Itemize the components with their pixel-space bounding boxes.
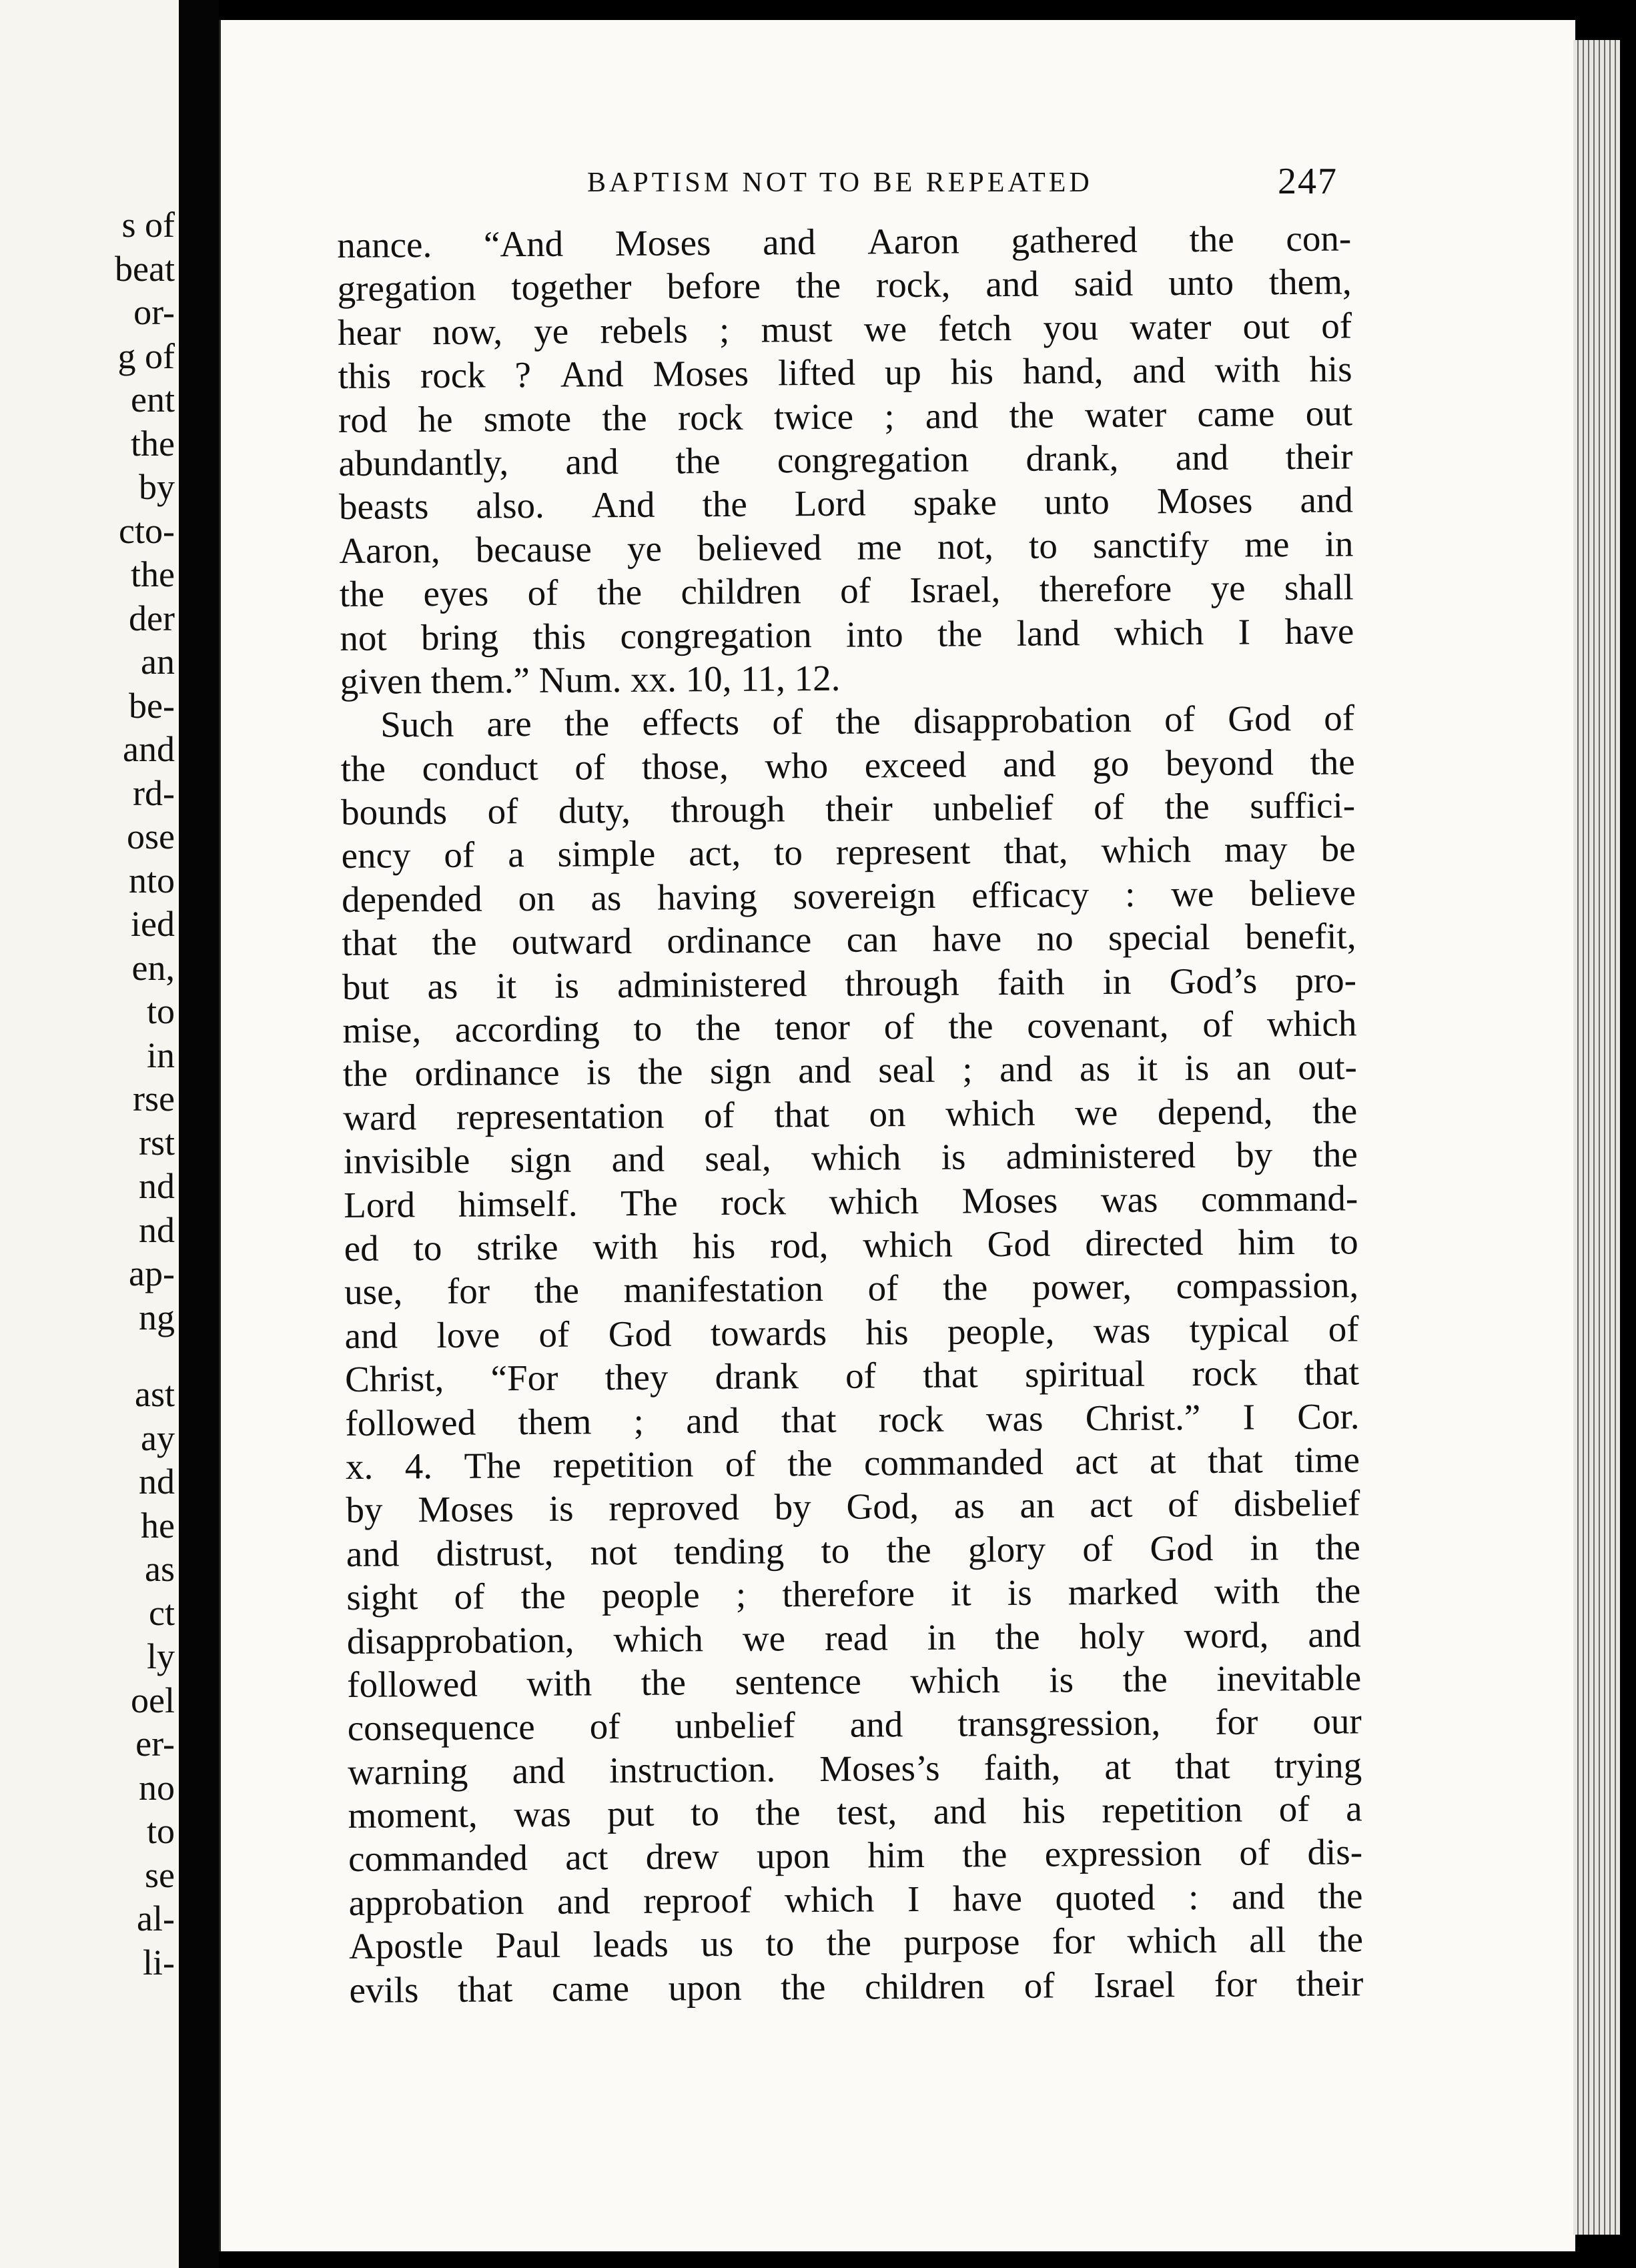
running-title: BAPTISM NOT TO BE REPEATED	[587, 167, 1093, 198]
text-line: bounds of duty, through their unbelief of the suffici-	[340, 784, 1356, 833]
left-page	[0, 0, 179, 2268]
left-page-line: nd	[139, 1462, 175, 1502]
text-line: by Moses is reproved by God, as an act of disbelief	[346, 1482, 1360, 1531]
page-header	[360, 160, 1361, 213]
text-line: gregation together before the rock, and said unto them,	[337, 261, 1352, 310]
left-page-line: he	[141, 1505, 175, 1546]
text-line: this rock ? And Moses lifted up his hand, and with his	[338, 348, 1352, 397]
text-line: ed to strike with his rod, which God directed him to	[344, 1221, 1358, 1269]
left-page-line: ay	[141, 1418, 175, 1458]
text-line: Lord himself. The rock which Moses was command-	[344, 1177, 1358, 1225]
text-line: disapprobation, which we read in the holy word, and	[346, 1613, 1361, 1662]
text-line: depended on as having sovereign efficacy : we believe	[341, 872, 1356, 920]
text-line: invisible sign and seal, which is administered by the	[343, 1133, 1358, 1182]
text-line: Christ, “For they drank of that spiritual rock that	[344, 1351, 1360, 1400]
text-line: given them.” Num. xx. 10, 11, 12.	[340, 657, 841, 702]
left-page-line: en,	[131, 947, 175, 988]
left-page-line: in	[146, 1035, 175, 1075]
text-line: evils that came upon the children of Israel for their	[349, 1962, 1364, 2011]
left-page-line: the	[131, 554, 175, 594]
left-page-line: cto-	[119, 510, 175, 551]
left-page-line: ied	[131, 904, 175, 944]
left-page-line: as	[145, 1549, 175, 1589]
text-line: followed with the sentence which is the inevitable	[347, 1657, 1362, 1705]
text-line: x. 4. The repetition of the commanded act at that time	[345, 1439, 1360, 1487]
text-line: followed them ; and that rock was Christ.” I Cor.	[345, 1395, 1360, 1444]
left-page-line: an	[141, 642, 175, 682]
left-page-line: se	[145, 1854, 175, 1895]
left-page-line: ct	[149, 1592, 175, 1633]
left-page-line: nd	[139, 1209, 175, 1250]
text-line: commanded act drew upon him the expression of dis-	[348, 1831, 1363, 1880]
left-page-line: rse	[133, 1079, 175, 1119]
text-line: moment, was put to the test, and his repetition of a	[348, 1788, 1362, 1836]
page-edges	[1573, 40, 1620, 2235]
left-page-line: ly	[146, 1636, 175, 1676]
left-page-line: be-	[129, 685, 175, 726]
text-line: and distrust, not tending to the glory of God in the	[346, 1526, 1360, 1574]
text-line: beasts also. And the Lord spake unto Moses and	[338, 479, 1354, 528]
left-page-line: the	[131, 423, 175, 464]
body-text	[337, 216, 1364, 2012]
text-line: ward representation of that on which we depend, the	[343, 1090, 1358, 1138]
text-line: use, for the manifestation of the power, compassion,	[344, 1264, 1359, 1313]
left-page-line: ng	[139, 1297, 175, 1337]
left-page-line	[0, 1339, 175, 1373]
left-page-line: li-	[143, 1942, 175, 1982]
left-page-line: beat	[115, 248, 175, 289]
left-page-line: ast	[135, 1374, 175, 1414]
text-line: ency of a simple act, to represent that, which may be	[341, 828, 1356, 877]
text-line: not bring this congregation into the land which I have	[340, 610, 1354, 658]
left-page-text	[0, 203, 175, 1985]
left-page-line: or-	[133, 292, 175, 332]
text-line: but as it is administered through faith in God’s pro-	[342, 959, 1357, 1007]
left-page-line: al-	[137, 1898, 175, 1938]
left-page-line: to	[146, 991, 175, 1031]
text-line: consequence of unbelief and transgression, for our	[347, 1700, 1362, 1749]
left-page-line: by	[139, 467, 175, 507]
left-page-line: no	[139, 1767, 175, 1808]
text-line: Apostle Paul leads us to the purpose for which all the	[348, 1918, 1364, 1967]
left-page-line: rst	[139, 1122, 175, 1163]
text-line: the ordinance is the sign and seal ; and as it is an out-	[342, 1046, 1358, 1095]
left-page-line: der	[129, 598, 175, 638]
book-gutter	[179, 0, 219, 2268]
text-line: approbation and reproof which I have quoted : and the	[348, 1875, 1363, 1923]
page-number: 247	[1278, 161, 1338, 202]
left-page-line: ap-	[129, 1253, 175, 1293]
text-line: abundantly, and the congregation drank, and their	[338, 436, 1353, 484]
text-line: Aaron, because ye believed me not, to sanctify me in	[339, 523, 1354, 571]
left-page-line: er-	[135, 1724, 175, 1764]
text-line: Such are the effects of the disapprobation of God of	[380, 697, 1355, 745]
text-line: mise, according to the tenor of the covenant, of which	[342, 1003, 1357, 1051]
text-line: the conduct of those, who exceed and go beyond the	[340, 741, 1355, 789]
text-line: rod he smote the rock twice ; and the water came out	[338, 392, 1353, 440]
text-line: that the outward ordinance can have no special benefit,	[342, 915, 1356, 964]
left-page-line: nd	[139, 1166, 175, 1206]
left-page-line: rd-	[133, 772, 175, 813]
text-line: warning and instruction. Moses’s faith, at that trying	[347, 1744, 1362, 1792]
text-line: and love of God towards his people, was typical of	[344, 1308, 1359, 1356]
text-line: nance. “And Moses and Aaron gathered the con-	[337, 217, 1352, 265]
left-page-line: nto	[128, 860, 175, 901]
left-page-line: ose	[127, 816, 175, 857]
text-line: hear now, ye rebels ; must we fetch you water out of	[337, 305, 1352, 353]
left-page-line: g of	[117, 336, 175, 376]
left-page-line: s of	[121, 205, 175, 245]
left-page-line: oel	[131, 1680, 175, 1720]
left-page-line: ent	[131, 380, 175, 420]
left-page-line: and	[123, 729, 175, 769]
text-line: the eyes of the children of Israel, therefore ye shall	[339, 566, 1354, 615]
text-line: sight of the people ; therefore it is marked with the	[346, 1570, 1361, 1618]
left-page-line: to	[146, 1811, 175, 1851]
